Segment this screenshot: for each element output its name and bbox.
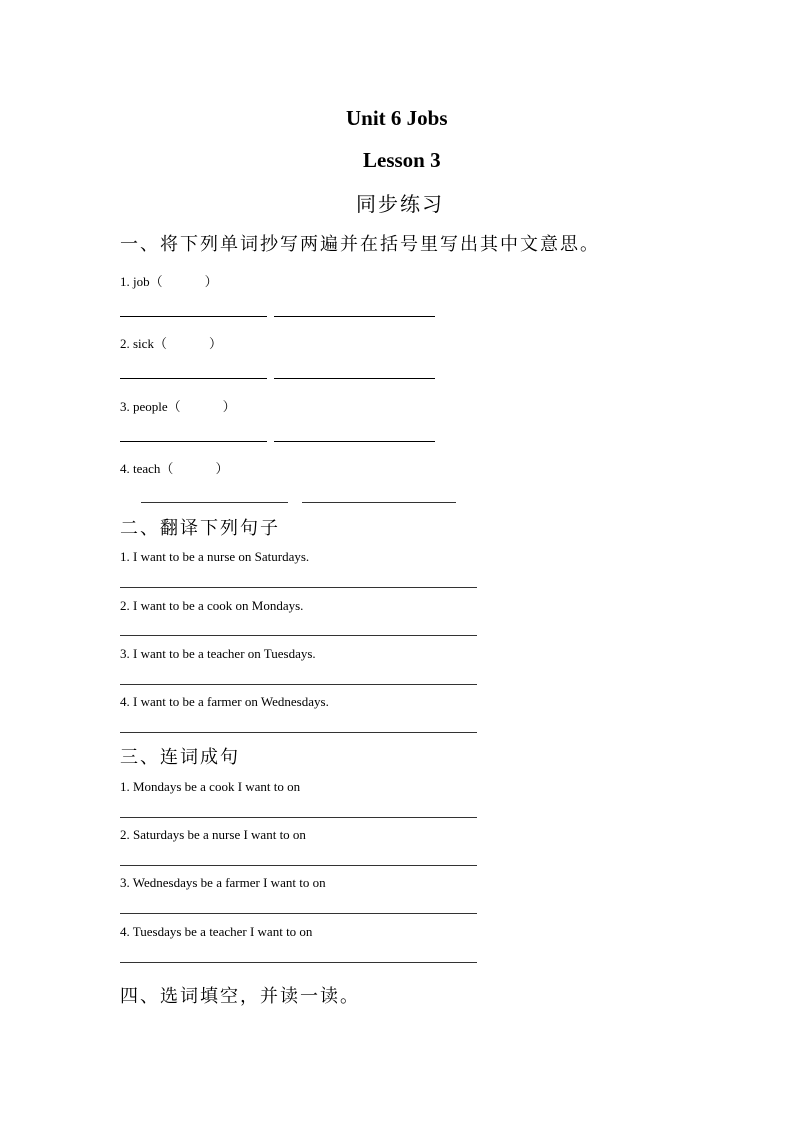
- answer-line[interactable]: [120, 635, 477, 636]
- word-label: 4. teach（: [120, 461, 174, 476]
- word-item: [120, 396, 236, 415]
- lesson-title: Lesson 3: [363, 148, 441, 172]
- sentence-item: 1. I want to be a nurse on Saturdays.: [120, 549, 310, 564]
- word-item: [120, 271, 218, 290]
- paren-close: ）: [208, 336, 222, 351]
- answer-line[interactable]: [120, 817, 477, 818]
- word-label: 3. people（: [120, 399, 181, 414]
- paren-close: ）: [204, 274, 218, 289]
- answer-line[interactable]: [302, 502, 456, 503]
- paren-close: ）: [215, 461, 229, 476]
- answer-line[interactable]: [120, 962, 477, 963]
- sentence-item: 4. Tuesdays be a teacher I want to on: [120, 924, 313, 939]
- answer-line[interactable]: [274, 441, 435, 442]
- answer-line[interactable]: [120, 587, 477, 588]
- page-title: Unit 6 Jobs: [346, 106, 448, 130]
- sentence-item: 3. Wednesdays be a farmer I want to on: [120, 875, 326, 890]
- answer-line[interactable]: [120, 913, 477, 914]
- answer-line[interactable]: [120, 865, 477, 866]
- word-item: [120, 333, 222, 352]
- subtitle: 同步练习: [356, 192, 444, 216]
- answer-line[interactable]: [120, 441, 267, 442]
- answer-line[interactable]: [141, 502, 288, 503]
- section-2-heading: 二、翻译下列句子: [120, 518, 280, 539]
- answer-line[interactable]: [120, 732, 477, 733]
- sentence-item: 2. I want to be a cook on Mondays.: [120, 598, 304, 613]
- sentence-item: 1. Mondays be a cook I want to on: [120, 779, 301, 794]
- sentence-item: 4. I want to be a farmer on Wednesdays.: [120, 694, 329, 709]
- sentence-item: 3. I want to be a teacher on Tuesdays.: [120, 646, 316, 661]
- answer-line[interactable]: [274, 316, 435, 317]
- sentence-item: 2. Saturdays be a nurse I want to on: [120, 827, 306, 842]
- section-1-heading: 一、将下列单词抄写两遍并在括号里写出其中文意思。: [120, 234, 600, 255]
- word-label: 1. job（: [120, 274, 163, 289]
- answer-line[interactable]: [274, 378, 435, 379]
- answer-line[interactable]: [120, 316, 267, 317]
- paren-close: ）: [222, 399, 236, 414]
- answer-line[interactable]: [120, 378, 267, 379]
- word-label: 2. sick（: [120, 336, 167, 351]
- section-3-heading: 三、连词成句: [120, 747, 240, 768]
- answer-line[interactable]: [120, 684, 477, 685]
- section-4-heading: 四、选词填空，并读一读。: [120, 986, 360, 1007]
- word-item: [120, 458, 228, 477]
